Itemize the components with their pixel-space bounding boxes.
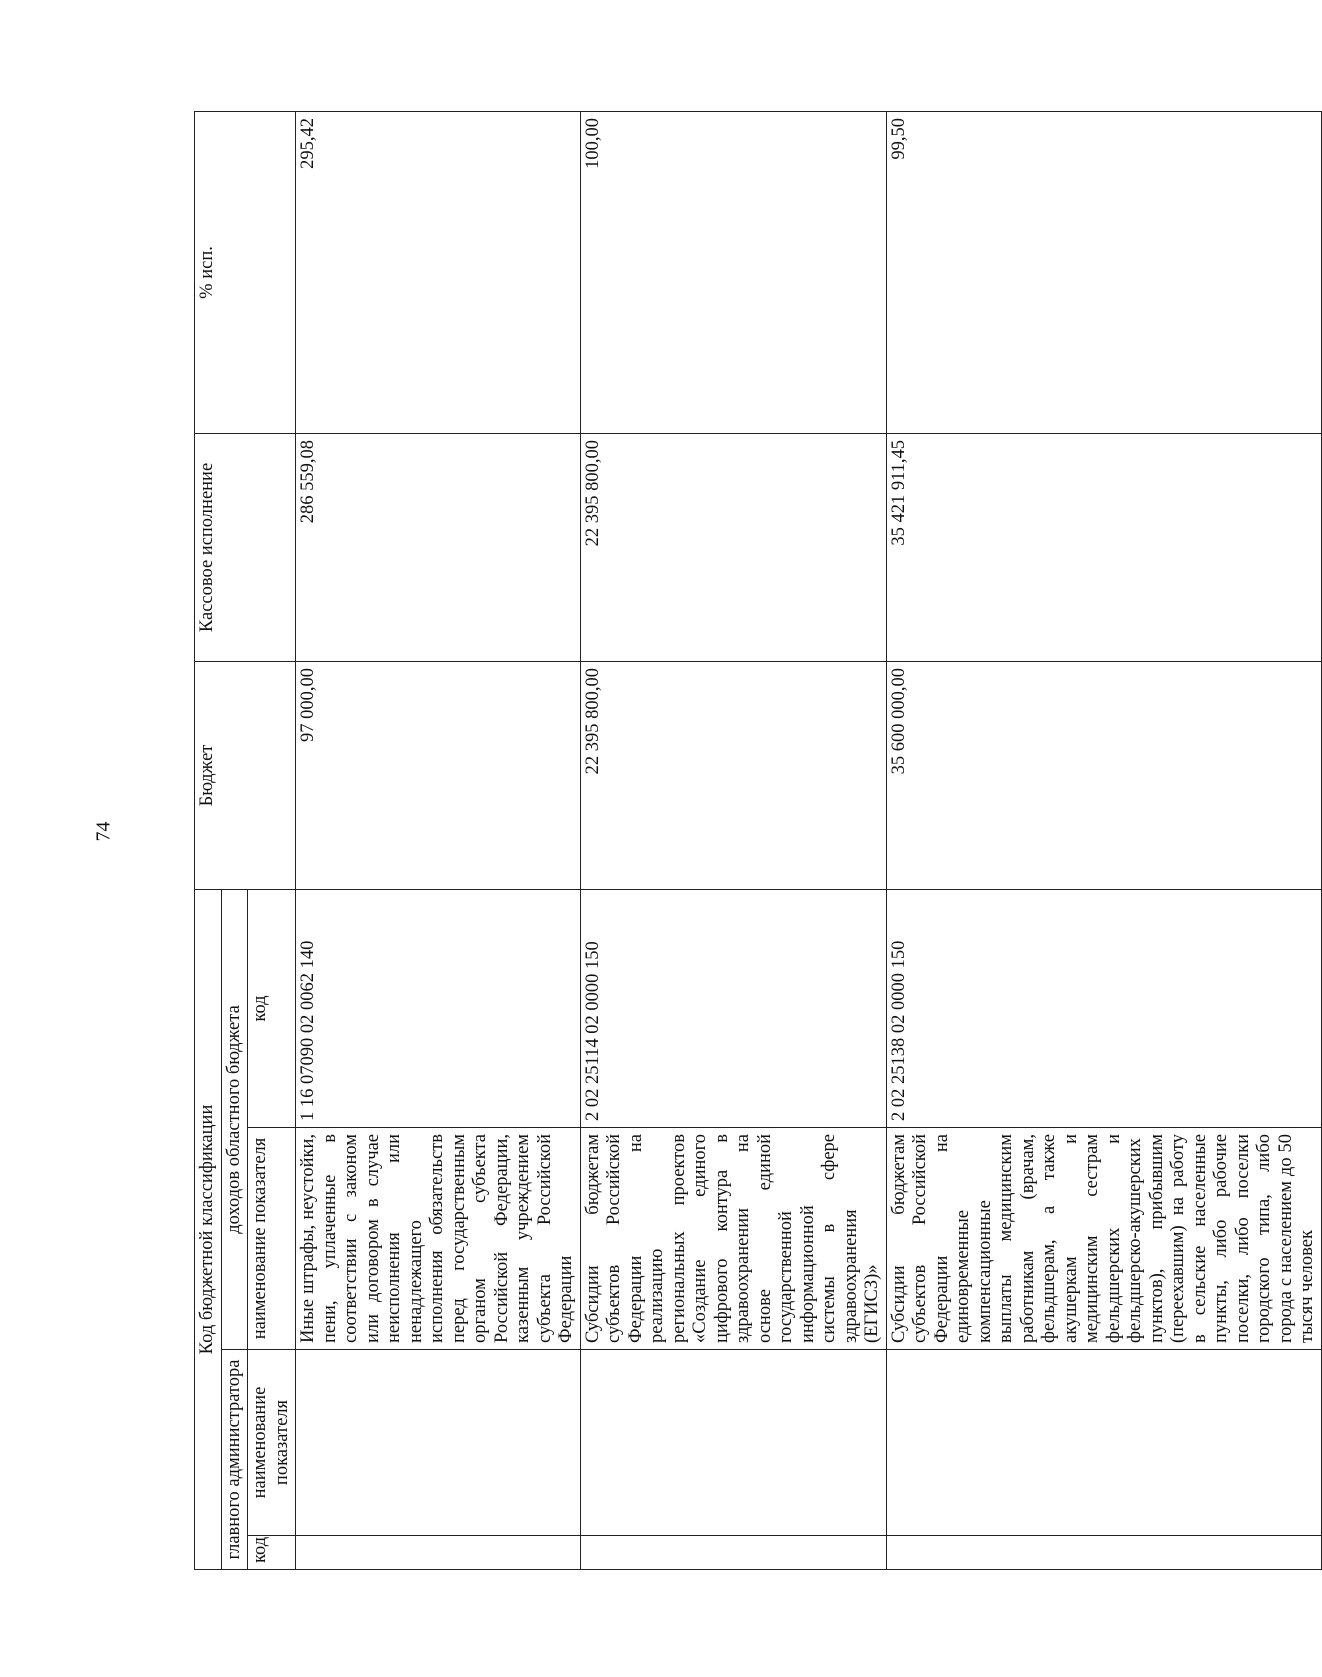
cell-percent: 295,42 [296,111,581,433]
rotated-page-content [194,112,1317,1570]
header-revenue-name: наименование показателя [248,1128,296,1350]
header-admin-name: наименование показателя [248,1350,296,1536]
header-revenue-group: доходов областного бюджета [221,889,248,1349]
cell-admin-name [296,1350,581,1536]
cell-revenue-name: Субсидии бюджетам субъектов Российской Федерации на реализацию региональных проектов «Создание единого цифрового контура в здравоохранении на основе единой государственной информационной системы в сфере здравоохранения (ЕГИСЗ)» [580,1128,886,1350]
header-revenue-code: код [248,889,296,1127]
budget-execution-table [194,111,1322,1570]
cell-budget: 22 395 800,00 [580,661,886,889]
cell-admin-code [580,1536,886,1570]
table-row [580,111,886,1569]
cell-revenue-code: 1 16 07090 02 0062 140 [296,889,581,1127]
cell-admin-name [580,1350,886,1536]
cell-cash-execution: 286 559,08 [296,433,581,661]
cell-budget: 97 000,00 [296,661,581,889]
header-admin-code: код [248,1536,296,1570]
cell-percent: 100,00 [580,111,886,433]
header-percent: % исп. [195,111,296,433]
cell-cash-execution: 35 421 911,45 [886,433,1321,661]
cell-budget: 35 600 000,00 [886,661,1321,889]
header-budget: Бюджет [195,661,296,889]
cell-revenue-code: 2 02 25114 02 0000 150 [580,889,886,1127]
cell-percent: 99,50 [886,111,1321,433]
cell-revenue-code: 2 02 25138 02 0000 150 [886,889,1321,1127]
cell-admin-code [886,1536,1321,1570]
cell-cash-execution: 22 395 800,00 [580,433,886,661]
table-row [886,111,1321,1569]
cell-revenue-name: Иные штрафы, неустойки, пени, уплаченные в соответствии с законом или договором в случае неисполнения или ненадлежащего исполнения обязательств перед государственным органом субъекта Российской Федерации, казенным учреждением субъекта Российской Федерации [296,1128,581,1350]
header-cash-execution: Кассовое исполнение [195,433,296,661]
header-admin-group: главного администратора [221,1350,248,1570]
cell-admin-code [296,1536,581,1570]
header-row-group [195,111,222,1569]
cell-revenue-name: Субсидии бюджетам субъектов Российской Федерации на единовременные компенсационные выплаты медицинским работникам (врачам, фельдшерам, а также акушеркам и медицинским сестрам фельдшерских и фельдшерско-акушерских пунктов), прибывшим (переехавшим) на работу в сельские населенные пункты, либо рабочие поселки, либо поселки городского типа, либо города с населением до 50 тысяч человек [886,1128,1321,1350]
cell-admin-name [886,1350,1321,1536]
header-classification-code: Код бюджетной классификации [195,889,222,1569]
page-number: 74 [92,821,115,842]
table-row [296,111,581,1569]
